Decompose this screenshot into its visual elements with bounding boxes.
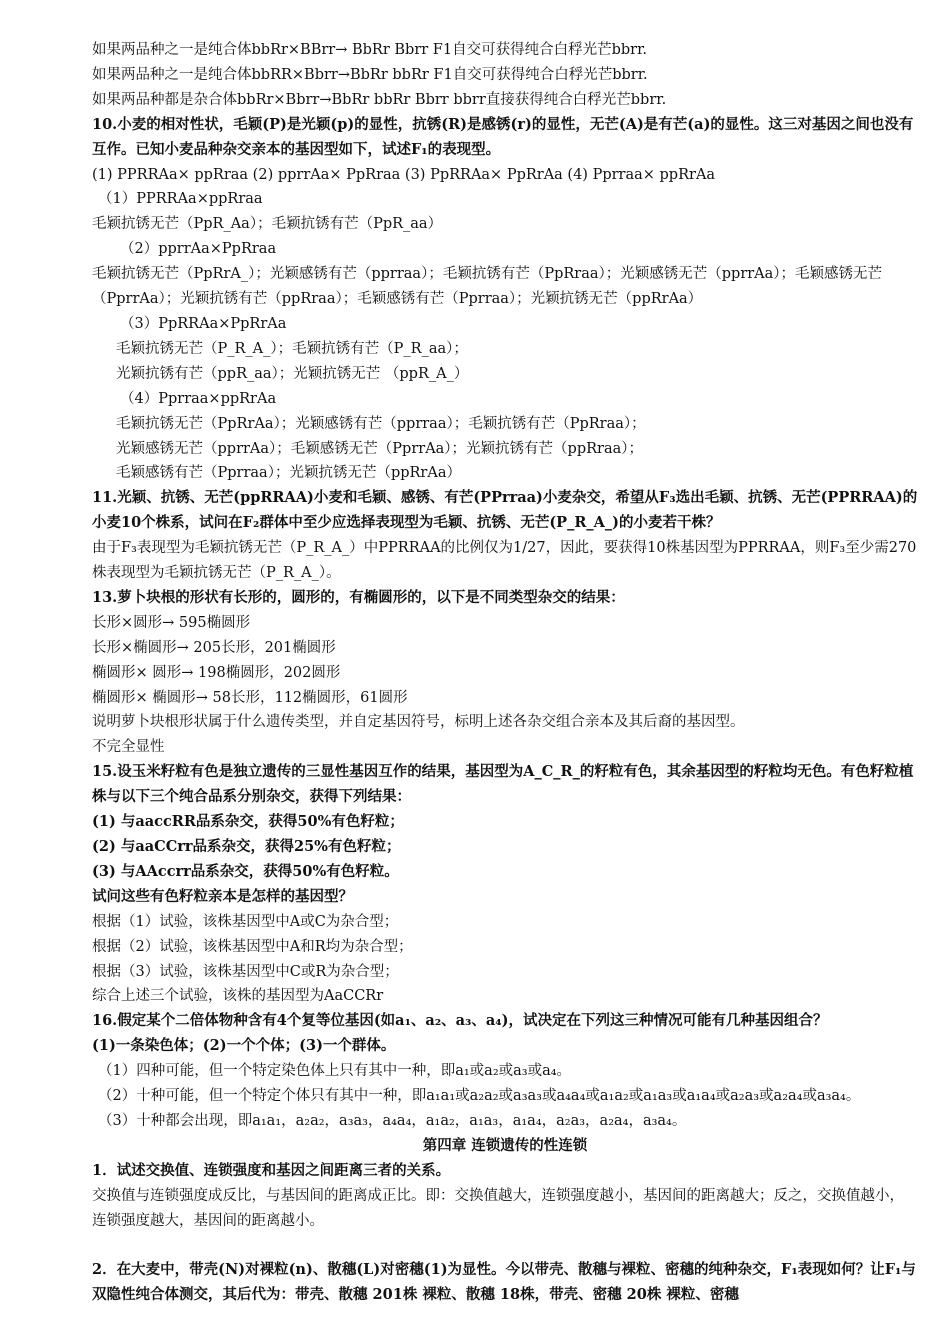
question-line: (3) 与AAccrr品系杂交，获得50%有色籽粒。 [92,862,399,880]
text-line: 不完全显性 [92,739,165,756]
document-body [92,38,918,1308]
question-line: 16.假定某个二倍体物种含有4个复等位基因(如a₁、a₂、a₃、a₄)，试决定在下列这三种情况可能有几种基因组合？ [92,1012,828,1030]
question-line: 10.小麦的相对性状，毛颖(P)是光颖(p)的显性，抗锈(R)是感锈(r)的显性，无芒(A)是有芒(a)的显性。这三对基因之间也没有互作。已知小麦品种杂交亲本的基因型如下，试述F₁的表现型。 [92,115,914,158]
text-line: 交换值与连锁强度成反比，与基因间的距离成正比。即：交换值越大，连锁强度越小，基因间的距离越大；反之，交换值越小，连锁强度越大，基因间的距离越小。 [92,1187,904,1229]
question-line: (1)一条染色体；(2)一个个体；(3)一个群体。 [92,1037,396,1055]
text-line: 如果两品种都是杂合体bbRr×Bbrr→BbRr bbRr Bbrr bbrr直接获得纯合白稃光芒bbrr. [92,91,667,108]
text-line: （3）PpRRAa×PpRrAa [120,315,287,332]
text-line: 椭圆形× 椭圆形→ 58长形，112椭圆形，61圆形 [92,689,408,706]
text-line: （2）pprrAa×PpRraa [120,241,277,258]
question-line: 11.光颖、抗锈、无芒(ppRRAA)小麦和毛颖、感锈、有芒(PPrraa)小麦杂交，希望从F₃选出毛颖、抗锈、无芒(PPRRAA)的小麦10个株系，试问在F₂群体中至少应选择表现型为毛颖、抗锈、无芒(P_R_A_)的小麦若干株？ [92,489,918,532]
question-line: 13.萝卜块根的形状有长形的，圆形的，有椭圆形的，以下是不同类型杂交的结果： [92,588,625,606]
text-line: 综合上述三个试验，该株的基因型为AaCCRr [92,988,384,1005]
question-line: 15.设玉米籽粒有色是独立遗传的三显性基因互作的结果，基因型为A_C_R_的籽粒有色，其余基因型的籽粒均无色。有色籽粒植株与以下三个纯合品系分别杂交，获得下列结果： [92,763,914,806]
text-line: 椭圆形× 圆形→ 198椭圆形，202圆形 [92,664,341,681]
text-line: 如果两品种之一是纯合体bbRr×BBrr→ BbRr Bbrr F1自交可获得纯合白稃光芒bbrr. [92,42,648,58]
text-line: 长形×椭圆形→ 205长形，201椭圆形 [92,639,336,656]
text-line: 由于F₃表现型为毛颖抗锈无芒（P_R_A_）中PPRRAA的比例仅为1/27，因此，要获得10株基因型为PPRRAA，则F₃至少需270株表现型为毛颖抗锈无芒（P_R_A_）。 [92,540,917,582]
text-line: （4）Pprraa×ppRrAa [120,390,277,407]
question-line: (1) 与aaccRR品系杂交，获得50%有色籽粒； [92,813,404,831]
text-line: 毛颖感锈有芒（Pprraa）；光颖抗锈无芒（ppRrAa） [116,465,461,482]
chapter-heading: 第四章 连锁遗传的性连锁 [422,1136,588,1154]
text-line: 根据（1）试验，该株基因型中A或C为杂合型； [92,913,399,930]
text-line: （2）十种可能，但一个特定个体只有其中一种，即a₁a₁或a₂a₂或a₃a₃或a₄a₄或a₁a₂或a₁a₃或a₁a₄或a₂a₃或a₂a₄或a₃a₄。 [98,1088,861,1105]
text-line: 长形×圆形→ 595椭圆形 [92,614,251,631]
text-line: 光颖抗锈有芒（ppR_aa）；光颖抗锈无芒 （ppR_A_） [116,365,469,382]
text-line: （3）十种都会出现，即a₁a₁，a₂a₂，a₃a₃，a₄a₄，a₁a₂，a₁a₃，a₁a₄，a₂a₃，a₂a₄，a₃a₄。 [98,1112,687,1129]
text-line: 根据（2）试验，该株基因型中A和R均为杂合型； [92,938,413,955]
text-line: 毛颖抗锈无芒（PpR_Aa）；毛颖抗锈有芒（PpR_aa） [92,216,443,233]
text-line: 根据（3）试验，该株基因型中C或R为杂合型； [92,963,399,980]
text-line: 说明萝卜块根形状属于什么遗传类型，并自定基因符号，标明上述各杂交组合亲本及其后裔的基因型。 [92,714,745,731]
text-line: 毛颖抗锈无芒（P_R_A_）；毛颖抗锈有芒（P_R_aa）； [116,340,468,357]
question-line: 2．在大麦中，带壳(N)对裸粒(n)、散穗(L)对密穗(1)为显性。今以带壳、散穗与裸粒、密穗的纯种杂交，F₁表现如何？让F₁与双隐性纯合体测交，其后代为：带壳、散穗 201株 裸粒、散穗 18株，带壳、密穗 20株 裸粒、密穗 [92,1261,916,1304]
question-line: 1．试述交换值、连锁强度和基因之间距离三者的关系。 [92,1161,451,1179]
text-line [92,1234,918,1259]
question-line: 试问这些有色籽粒亲本是怎样的基因型？ [92,887,353,905]
text-line: 毛颖抗锈无芒（PpRrAa）；光颖感锈有芒（pprraa）；毛颖抗锈有芒（PpRraa）； [116,415,646,432]
text-line: （1）四种可能，但一个特定染色体上只有其中一种，即a₁或a₂或a₃或a₄。 [98,1063,572,1080]
question-line: (2) 与aaCCrr品系杂交，获得25%有色籽粒； [92,838,401,855]
text-line: 毛颖抗锈无芒（PpRrA_）；光颖感锈有芒（pprraa）；毛颖抗锈有芒（PpRraa）；光颖感锈无芒（pprrAa）；毛颖感锈无芒（PprrAa）；光颖抗锈有芒（ppRraa）；毛颖感锈有芒（Pprraa）；光颖抗锈无芒（ppRrAa） [92,266,883,308]
text-line: 如果两品种之一是纯合体bbRR×Bbrr→BbRr bbRr F1自交可获得纯合白稃光芒bbrr. [92,66,648,83]
text-line: 光颖感锈无芒（pprrAa）；毛颖感锈无芒（PprrAa）；光颖抗锈有芒（ppRraa）； [116,440,644,457]
text-line: （1）PPRRAa×ppRraa [98,191,263,208]
text-line: (1) PPRRAa× ppRraa (2) pprrAa× PpRraa (3) PpRRAa× PpRrAa (4) Pprraa× ppRrAa [92,166,716,183]
